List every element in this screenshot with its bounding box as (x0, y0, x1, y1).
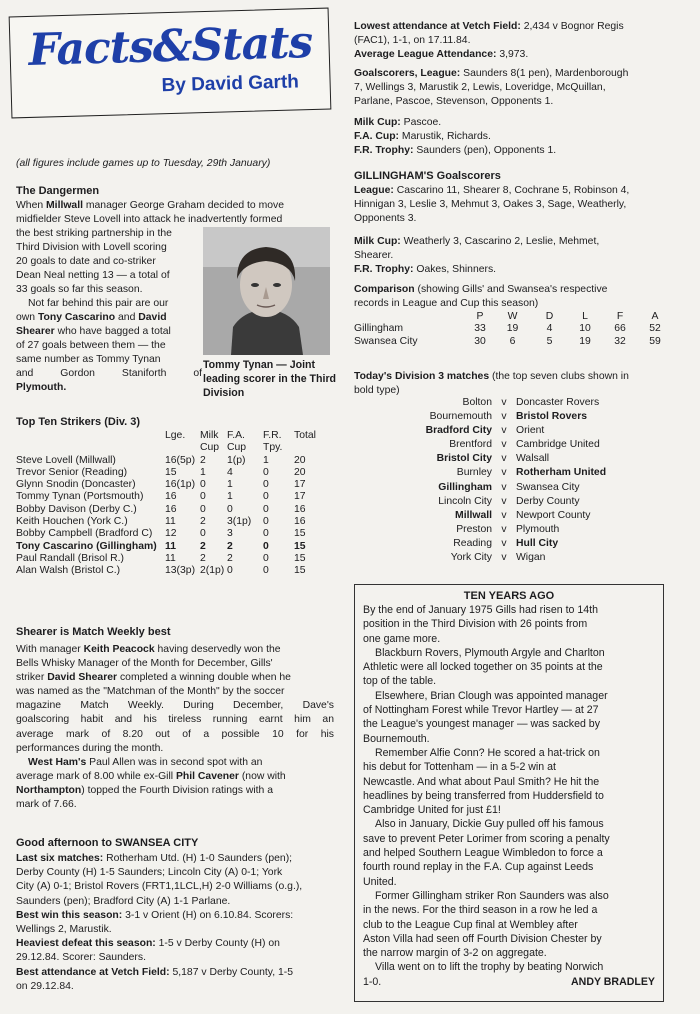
fixture-away: Bristol Rovers (516, 411, 588, 423)
striker-cell: Alan Walsh (Bristol C.) (16, 565, 121, 577)
striker-cell: Steve Lovell (Millwall) (16, 454, 116, 466)
striker-cell: 0 (227, 565, 233, 577)
comparison-cell: 33 (474, 323, 486, 335)
striker-cell: 0 (227, 503, 233, 515)
striker-cell: 20 (294, 454, 306, 466)
striker-cell: 15 (294, 552, 306, 564)
fixture-versus: v (501, 397, 507, 408)
striker-cell: 0 (200, 503, 206, 515)
fixture-home: York City (450, 552, 492, 564)
striker-cell: 2(1p) (200, 565, 225, 577)
striker-cell: 16 (294, 503, 306, 515)
comparison-cell: 6 (509, 335, 516, 347)
ten-years-article: By the end of January 1975 Gills had risen to 14th position in the Third Division with 26 points from one game more. Blackburn Rovers, Plymouth Argyle and Charlton Athletic were all locked together on 35 points at the top of the table. Elsewhere, Brian Clough was appointed manager of Nottingham Forest while Trevor Hartley — at 27 the League's youngest manager — was sacked by Bournemouth. Remember Alfie Conn? He scored a hat-trick on his debut for Tottenham — in a 5-2 win at Newcastle. And what about Paul Smith? He hit the headlines by being transferred from Huddersfield to Cambridge United for just £1! Also in January, Dickie Guy pulled off his famous save to prevent Peter Lorimer from scoring a penalty and helped Southern League Wimbledon to force a fourth round replay in the F.A. Cup against Leeds United. Former Gillingham striker Ron Saunders was also in the news. For the third season in a row he led a club to the League Cup final at Wembley after Aston Villa had seen off Fourth Division Chester by the narrow margin of 3-2 on aggregate. Villa went on to lift the trophy by beating Norwich 1-0. ANDY BRADLEY (363, 604, 655, 988)
fixture-home: Gillingham (438, 481, 492, 493)
striker-cell: Glynn Snodin (Doncaster) (16, 479, 136, 491)
striker-row (16, 516, 334, 528)
fixture-away: Walsall (516, 453, 550, 465)
fixture-row (380, 551, 642, 565)
striker-cell: Trevor Senior (Reading) (16, 466, 128, 478)
dangermen-intro: When Millwall manager George Graham decided to move midfielder Steve Lovell into attack he inadvertently formed (16, 200, 284, 225)
fixture-away: Newport County (516, 509, 591, 521)
fixture-versus: v (501, 467, 507, 479)
comparison-cell: Gillingham (354, 323, 404, 335)
swansea-goalscorers: Goalscorers, League: Saunders 8(1 pen), Mardenborough 7, Wellings 3, Marustik 2, Lewis, Loveridge, McQuillan, Parlane, Pascoe, Stevenson, Opponents 1. (354, 68, 629, 108)
gillingham-cup-scorers: Milk Cup: Weatherly 3, Cascarino 2, Leslie, Mehmet, Shearer. F.R. Trophy: Oakes, Shinners. (354, 236, 600, 276)
comparison-cell: Swansea City (354, 335, 418, 347)
fixture-versus: v (501, 453, 507, 465)
striker-cell: 16 (165, 491, 177, 503)
fixture-home: Bristol City (436, 453, 492, 465)
shearer-heading: Shearer is Match Weekly best (16, 626, 171, 638)
striker-cell: 0 (263, 565, 269, 577)
striker-row (16, 553, 334, 565)
fixture-versus: v (501, 552, 507, 564)
comparison-header-row: P W D L F A (476, 311, 659, 322)
comparison-cell: 66 (614, 323, 626, 335)
striker-cell: 2 (200, 454, 206, 466)
striker-cell: 4 (227, 466, 233, 478)
striker-cell: 2 (227, 552, 233, 564)
fixture-away: Derby County (516, 495, 580, 507)
strikers-table (16, 430, 334, 578)
striker-cell: 13(3p) (165, 565, 196, 577)
striker-cell: 0 (263, 528, 269, 540)
gillingham-goalscorers-heading: GILLINGHAM'S Goalscorers (354, 170, 501, 182)
striker-cell: 2 (200, 552, 206, 564)
striker-cell: Bobby Davison (Derby C.) (16, 503, 137, 515)
fixture-home: Bradford City (425, 425, 492, 437)
comparison-cell: 30 (474, 335, 486, 347)
striker-cell: 11 (165, 540, 176, 552)
striker-cell: 16 (294, 516, 306, 528)
striker-cell: 1 (263, 454, 269, 466)
striker-row (16, 528, 334, 540)
striker-cell: 0 (263, 516, 269, 528)
striker-cell: 15 (294, 565, 306, 577)
striker-cell: 0 (200, 491, 206, 503)
striker-cell: Tony Cascarino (Gillingham) (16, 540, 157, 552)
fixture-away: Hull City (516, 537, 559, 549)
comparison-cell: 32 (614, 335, 626, 347)
striker-cell: 0 (200, 479, 206, 491)
logo-title: Facts&Stats (27, 17, 313, 76)
logo-byline: By David Garth (161, 71, 300, 97)
striker-cell: 12 (165, 528, 177, 540)
striker-cell: 16 (165, 503, 177, 515)
fixture-home: Lincoln City (438, 495, 492, 507)
swansea-facts: Last six matches: Rotherham Utd. (H) 1-0 Saunders (pen); Derby County (H) 1-5 Saunders; Lincoln City (A) 0-1; York City (A) 0-1; Bristol Rovers (FRT1,1LCL,H) 2-0 Williams (o.g.), Saunders (pen); Bradford City (A) 1-1 Parlane. Best win this season: 3-1 v Orient (H) on 6.10.84. Scorers: Wellings 2, Marustik. Heaviest defeat this season: 1-5 v Derby County (H) on 29.12.84. Scorer: Saunders. Best attendance at Vetch Field: 5,187 v Derby County, 1-5 on 29.12.84. (16, 853, 303, 992)
tommy-tynan-photo (203, 227, 330, 355)
striker-cell: Tommy Tynan (Portsmouth) (16, 491, 144, 503)
fixture-home: Preston (456, 523, 492, 535)
striker-cell: Paul Randall (Brisol R.) (16, 552, 124, 564)
striker-cell: 17 (294, 491, 306, 503)
striker-cell: 0 (263, 540, 269, 552)
fixture-away: Wigan (516, 552, 546, 564)
striker-cell: 3(1p) (227, 516, 252, 528)
comparison-cell: 10 (579, 323, 591, 335)
fixture-row (380, 509, 642, 523)
fixture-row (380, 424, 642, 438)
fixture-row (380, 410, 642, 424)
striker-cell: Keith Houchen (York C.) (16, 516, 128, 528)
fixture-versus: v (501, 411, 507, 423)
fixture-away: Doncaster Rovers (516, 397, 600, 408)
swansea-heading: Good afternoon to SWANSEA CITY (16, 837, 199, 849)
fixture-away: Rotherham United (516, 467, 607, 479)
striker-cell: 15 (165, 466, 177, 478)
ten-years-heading: TEN YEARS AGO (463, 590, 555, 602)
striker-cell: 3 (227, 528, 233, 540)
strikers-header-row: Lge. Milk F.A. F.R. Total (165, 430, 316, 441)
comparison-cell: 19 (579, 335, 591, 347)
strikers-heading: Top Ten Strikers (Div. 3) (16, 416, 141, 428)
striker-cell: 0 (263, 479, 269, 491)
fixture-away: Swansea City (516, 481, 580, 493)
swansea-cup-scorers: Milk Cup: Pascoe. F.A. Cup: Marustik, Richards. F.R. Trophy: Saunders (pen), Opponents 1. (354, 117, 557, 157)
striker-row (16, 565, 334, 577)
striker-cell: 15 (294, 528, 306, 540)
dangermen-column: the best striking partnership in the Third Division with Lovell scoring 20 goals to date and co-striker Dean Neal netting 13 — a total of 33 goals so far this season. Not far behind this pair are our own Tony Cascarino and David Shearer who have bagged a total of 27 goals between them — the same number as Tommy Tynan and Gordon Staniforth of Plymouth. (16, 228, 202, 393)
fixture-row (380, 523, 642, 537)
fixture-home: Reading (453, 537, 492, 549)
striker-cell: 0 (263, 491, 269, 503)
shearer-article: With manager Keith Peacock having deservedly won the Bells Whisky Manager of the Month for December, Gills' striker David Shearer completed a winning double when he was named as the "Matchman of the Month" by the soccer magazine Match Weekly. During December, Dave's goalscoring habit and his tireless running earnt him an average mark of 8.20 out of a possible 10 for his performances during the month. West Ham's Paul Allen was in second spot with an average mark of 8.00 while ex-Gill Phil Cavener (now with Northampton) topped the Fourth Division ratings with a mark of 7.66. (16, 644, 334, 811)
striker-cell: 16(1p) (165, 479, 196, 491)
comparison-cell: 19 (506, 323, 519, 335)
striker-row (16, 479, 334, 491)
fixture-versus: v (501, 481, 507, 493)
striker-cell: 1 (200, 466, 206, 478)
striker-row (16, 467, 334, 479)
dangermen-heading: The Dangermen (16, 185, 100, 197)
fixture-versus: v (501, 439, 507, 451)
photo-caption: Tommy Tynan — Joint leading scorer in the Third Division (203, 359, 337, 399)
striker-cell: 2 (200, 516, 206, 528)
comparison-cell: 59 (649, 335, 661, 347)
striker-cell: 0 (263, 503, 269, 515)
comparison-row (354, 323, 672, 335)
facts-stats-logo (9, 8, 332, 119)
gillingham-league-scorers: League: Cascarino 11, Shearer 8, Cochrane 5, Robinson 4, Hinnigan 3, Leslie 3, Mehmut 3, Oakes 3, Sage, Weatherly, Opponents 3. (354, 185, 630, 225)
striker-cell: 11 (165, 516, 176, 528)
comparison-intro: Comparison (showing Gills' and Swansea's respective records in League and Cup this season) (354, 284, 608, 310)
fixture-versus: v (501, 425, 507, 437)
fixture-away: Orient (516, 425, 545, 437)
striker-row (16, 504, 334, 516)
fixture-home: Bolton (462, 397, 492, 408)
striker-row (16, 541, 334, 553)
fixture-versus: v (501, 523, 507, 535)
fixture-home: Burnley (456, 467, 492, 479)
fixture-row (380, 438, 642, 452)
striker-cell: 0 (263, 466, 269, 478)
striker-cell: 1(p) (227, 454, 246, 466)
fixture-away: Plymouth (516, 523, 560, 535)
comparison-cell: 5 (546, 335, 553, 347)
comparison-cell: 52 (649, 323, 661, 335)
fixture-row (380, 481, 642, 495)
striker-cell: 20 (294, 466, 306, 478)
fixture-row (380, 396, 642, 410)
fixture-versus: v (501, 495, 507, 507)
fixture-row (380, 537, 642, 551)
striker-cell: 1 (227, 491, 233, 503)
striker-cell: 1 (227, 479, 233, 491)
striker-cell: Bobby Campbell (Bradford C) (16, 528, 153, 540)
strikers-header-row: Cup Cup Tpy. (200, 442, 283, 454)
fixture-row (380, 495, 642, 509)
fixture-home: Bournemouth (429, 411, 492, 423)
fixtures-table (380, 396, 642, 565)
striker-row (16, 491, 334, 503)
comparison-row (354, 336, 672, 348)
fixture-home: Brentford (449, 439, 492, 451)
fixture-row (380, 466, 642, 480)
note: (all figures include games up to Tuesday, 29th January) (16, 158, 271, 169)
fixture-versus: v (501, 537, 507, 549)
fixture-versus: v (501, 509, 507, 521)
striker-row (16, 455, 334, 467)
division3-intro: Today's Division 3 matches (the top seven clubs shown in bold type) (354, 371, 629, 397)
striker-cell: 0 (200, 528, 206, 540)
striker-cell: 11 (165, 552, 176, 564)
fixture-home: Millwall (455, 509, 492, 521)
striker-cell: 2 (200, 540, 206, 552)
comparison-cell: 4 (546, 323, 553, 335)
author: ANDY BRADLEY (571, 975, 655, 988)
striker-cell: 0 (263, 552, 269, 564)
striker-cell: 16(5p) (165, 454, 196, 466)
fixture-away: Cambridge United (516, 439, 600, 451)
attendance-block: Lowest attendance at Vetch Field: 2,434 v Bognor Regis (FAC1), 1-1, on 17.11.84. Average League Attendance: 3,973. (354, 21, 624, 61)
comparison-table (354, 311, 672, 348)
striker-cell: 15 (294, 540, 306, 552)
striker-cell: 17 (294, 479, 306, 491)
fixture-row (380, 452, 642, 466)
striker-cell: 2 (227, 540, 233, 552)
